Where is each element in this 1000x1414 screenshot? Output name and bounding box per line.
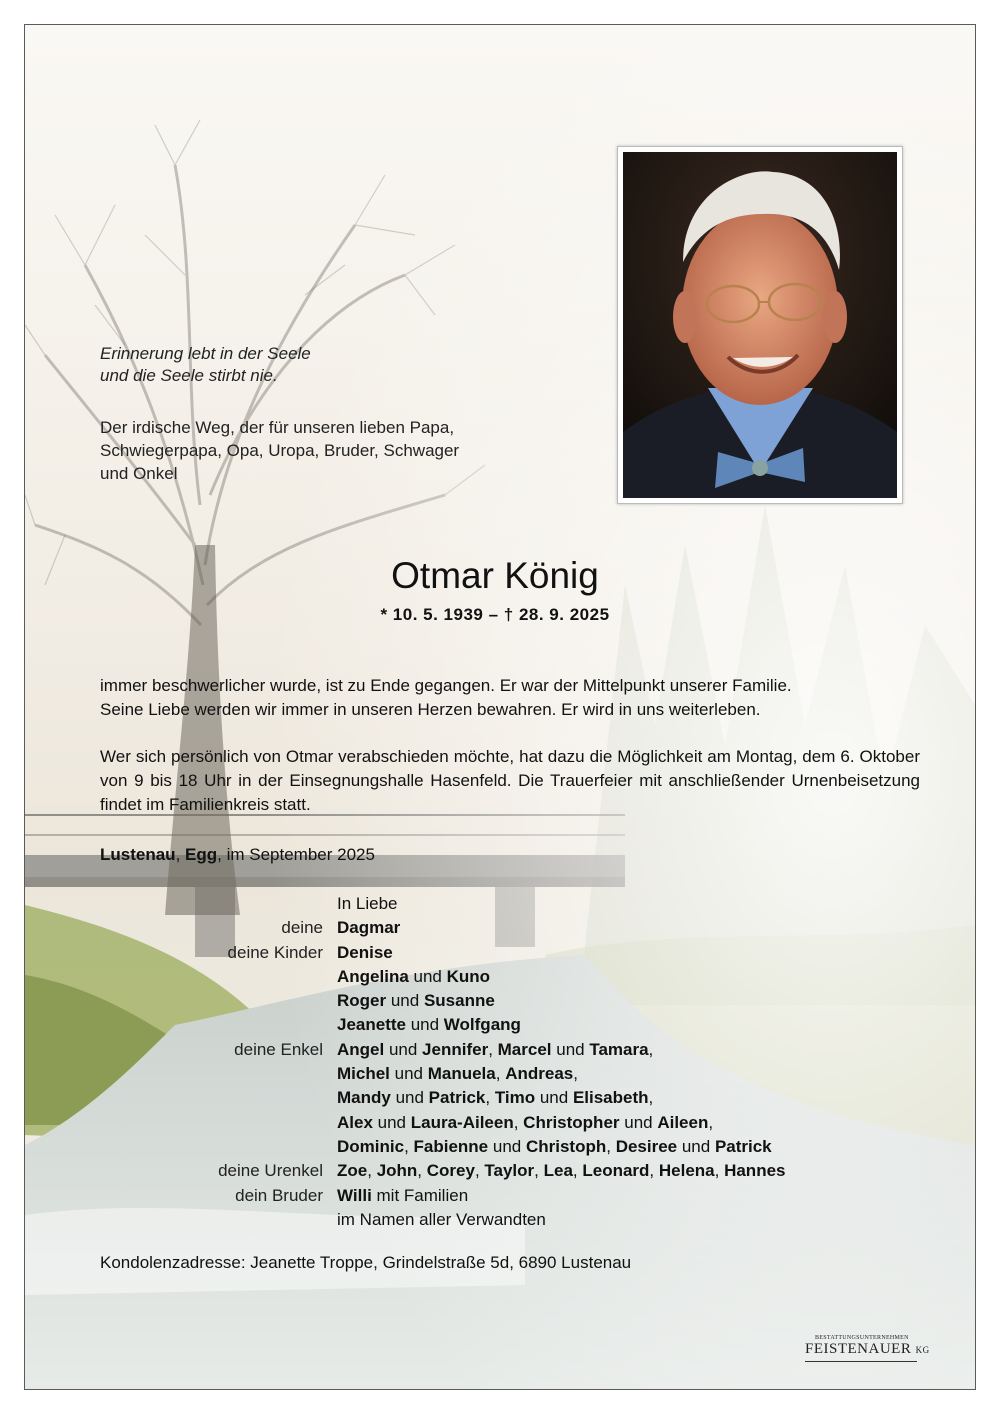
name-connector: , xyxy=(714,1161,725,1181)
life-dates: * 10. 5. 1939 – † 28. 9. 2025 xyxy=(380,605,610,624)
grandchild-name: Dominic xyxy=(337,1136,405,1156)
mourner-row xyxy=(165,1086,925,1110)
mourner-row xyxy=(165,892,925,916)
obituary-text-1 xyxy=(100,674,920,722)
quote-line: Erinnerung lebt in der Seele xyxy=(100,344,311,363)
mourner-row xyxy=(165,916,925,940)
logo-kg: KG xyxy=(915,1345,930,1355)
intro-line: Der irdische Weg, der für unseren lieben Papa, xyxy=(100,418,455,437)
grandchild-name: Andreas xyxy=(505,1064,574,1084)
grandchild-name: Patrick xyxy=(428,1088,486,1108)
relation-label xyxy=(165,1062,337,1086)
brother-name: Willi xyxy=(337,1185,372,1205)
obituary-card xyxy=(24,24,976,1390)
relatives-text: im Namen aller Verwandten xyxy=(337,1209,546,1229)
quote-line: und die Seele stirbt nie. xyxy=(100,366,278,385)
intro-text xyxy=(100,416,459,485)
name-connector: , xyxy=(534,1161,544,1181)
child-name: Jeanette xyxy=(337,1015,406,1035)
name-connector: und xyxy=(551,1039,590,1059)
mourner-names xyxy=(337,941,925,965)
condolence-address: Kondolenzadresse: Jeanette Troppe, Grindelstraße 5d, 6890 Lustenau xyxy=(100,1253,632,1272)
mourner-row xyxy=(165,965,925,989)
mourner-names xyxy=(337,989,925,1013)
name-connector: , xyxy=(513,1112,524,1132)
grandchild-name: Desiree xyxy=(615,1136,678,1156)
name-connector: , xyxy=(649,1161,659,1181)
relation-label: deine Kinder xyxy=(227,942,323,962)
logo-name-text: FEISTENAUER xyxy=(805,1341,912,1357)
grandchild-name: Mandy xyxy=(337,1088,391,1108)
name-connector: und xyxy=(488,1136,526,1156)
name-connector: und xyxy=(677,1136,715,1156)
text-line: immer beschwerlicher wurde, ist zu Ende gegangen. Er war der Mittelpunkt unserer Familie. xyxy=(100,676,792,695)
name-connector: und xyxy=(405,1015,444,1035)
grandchild-name: Aileen xyxy=(657,1112,709,1132)
grandchild-name: Christoph xyxy=(525,1136,607,1156)
name-connector: , xyxy=(648,1088,654,1108)
mourner-names xyxy=(337,1159,925,1183)
portrait-photo xyxy=(617,146,903,504)
mourner-names xyxy=(337,1111,925,1135)
grandchild-name: Alex xyxy=(337,1112,373,1132)
name-connector: und xyxy=(372,1112,411,1132)
grandchild-name: Patrick xyxy=(714,1136,772,1156)
relation-label xyxy=(165,1013,337,1037)
great-grandchild-name: Hannes xyxy=(724,1161,786,1181)
mourner-names xyxy=(337,965,925,989)
great-grandchild-name: Zoe xyxy=(337,1161,368,1181)
mourner-row xyxy=(165,1013,925,1037)
name-connector: und xyxy=(389,1064,428,1084)
mourner-names xyxy=(337,916,925,940)
mourner-names xyxy=(337,1038,925,1062)
text-line: Seine Liebe werden wir immer in unseren Herzen bewahren. Er wird in uns weiterleben. xyxy=(100,700,761,719)
intro-line: und Onkel xyxy=(100,464,178,483)
place-and-date xyxy=(100,845,375,865)
grandchild-name: Timo xyxy=(494,1088,536,1108)
mourners-list xyxy=(165,892,925,1232)
logo-subtitle: BESTATTUNGSUNTERNEHMEN xyxy=(815,1335,909,1341)
children-group xyxy=(165,941,925,1038)
great-grandchild-name: Corey xyxy=(426,1161,475,1181)
in-love-label: In Liebe xyxy=(337,894,398,913)
great-grandchild-name: Leonard xyxy=(582,1161,650,1181)
intro-line: Schwiegerpapa, Opa, Uropa, Bruder, Schwager xyxy=(100,441,460,460)
mourner-row xyxy=(165,1184,925,1208)
farewell-info: Wer sich persönlich von Otmar verabschieden möchte, hat dazu die Möglichkeit am Montag, dem 6. Oktober von 9 bis 18 Uhr in der Einsegnungshalle Hasenfeld. Die Trauerfeier mit anschließender Urnenbeisetzung findet im Familienkreis statt. xyxy=(100,747,920,814)
name-connector: , xyxy=(417,1161,427,1181)
child-name: Kuno xyxy=(446,966,491,986)
mourner-row xyxy=(165,1038,925,1062)
grandchild-name: Elisabeth xyxy=(572,1088,649,1108)
relation-label: deine xyxy=(281,918,323,938)
relation-label xyxy=(165,892,337,916)
grandchild-name: Michel xyxy=(337,1064,390,1084)
mourner-row xyxy=(165,989,925,1013)
great-grandchildren-group xyxy=(165,1159,925,1183)
child-name: Roger xyxy=(337,991,387,1011)
name-connector: , xyxy=(606,1136,616,1156)
place-date: , im September 2025 xyxy=(217,845,375,864)
funeral-home-logo xyxy=(805,1335,945,1365)
name-connector: , xyxy=(708,1112,714,1132)
relation-label xyxy=(165,1111,337,1135)
grandchild-name: Christopher xyxy=(523,1112,620,1132)
mourner-names xyxy=(337,1086,925,1110)
name-connector: und xyxy=(386,991,424,1011)
mourner-row xyxy=(165,1208,925,1232)
brother-rest: mit Familien xyxy=(371,1185,469,1205)
name-connector: , xyxy=(495,1064,506,1084)
deceased-name: Otmar König xyxy=(391,555,599,596)
name-connector: und xyxy=(384,1039,423,1059)
child-name: Wolfgang xyxy=(443,1015,521,1035)
name-connector: und xyxy=(535,1088,573,1108)
grandchild-name: Tamara xyxy=(589,1039,649,1059)
mourner-row xyxy=(165,1135,925,1159)
relation-label xyxy=(165,1208,337,1232)
great-grandchild-name: John xyxy=(376,1161,418,1181)
name-connector: , xyxy=(367,1161,377,1181)
child-name: Susanne xyxy=(423,991,495,1011)
grandchild-name: Laura-Aileen xyxy=(410,1112,514,1132)
wife-name: Dagmar xyxy=(337,918,401,938)
name-connector: , xyxy=(573,1064,578,1084)
grandchildren-group xyxy=(165,1038,925,1159)
grandchild-name: Manuela xyxy=(427,1064,496,1084)
relation-label xyxy=(165,989,337,1013)
mourner-row xyxy=(165,941,925,965)
memorial-quote xyxy=(100,343,311,387)
name-connector: und xyxy=(390,1088,429,1108)
relation-label xyxy=(165,965,337,989)
relation-label: deine Urenkel xyxy=(218,1161,323,1181)
grandchild-name: Jennifer xyxy=(422,1039,489,1059)
child-name: Denise xyxy=(337,942,393,962)
grandchild-name: Marcel xyxy=(497,1039,552,1059)
great-grandchild-name: Lea xyxy=(543,1161,573,1181)
name-connector: , xyxy=(488,1039,498,1059)
relation-label xyxy=(165,1086,337,1110)
mourner-names xyxy=(337,1013,925,1037)
mourner-names xyxy=(337,1184,925,1208)
name-connector: und xyxy=(619,1112,658,1132)
name-connector: , xyxy=(404,1136,414,1156)
name-connector: , xyxy=(572,1161,583,1181)
place-separator: , xyxy=(175,845,186,864)
place-town-2: Egg xyxy=(185,845,218,864)
portrait-image xyxy=(623,152,897,498)
mourner-row xyxy=(165,1111,925,1135)
relation-label xyxy=(165,1135,337,1159)
relation-label: deine Enkel xyxy=(234,1039,323,1059)
name-connector: und xyxy=(408,966,447,986)
logo-name xyxy=(805,1341,930,1358)
child-name: Angelina xyxy=(337,966,409,986)
mourner-names xyxy=(337,1135,925,1159)
mourner-names xyxy=(337,1062,925,1086)
place-town-1: Lustenau xyxy=(100,845,176,864)
name-connector: , xyxy=(474,1161,485,1181)
great-grandchild-name: Helena xyxy=(658,1161,715,1181)
grandchild-name: Angel xyxy=(337,1039,385,1059)
relation-label: dein Bruder xyxy=(235,1185,323,1205)
name-connector: , xyxy=(648,1039,654,1059)
logo-underline xyxy=(805,1361,917,1362)
name-connector: , xyxy=(485,1088,495,1108)
grandchild-name: Fabienne xyxy=(413,1136,489,1156)
mourner-row xyxy=(165,1062,925,1086)
great-grandchild-name: Taylor xyxy=(484,1161,535,1181)
mourner-row xyxy=(165,1159,925,1183)
